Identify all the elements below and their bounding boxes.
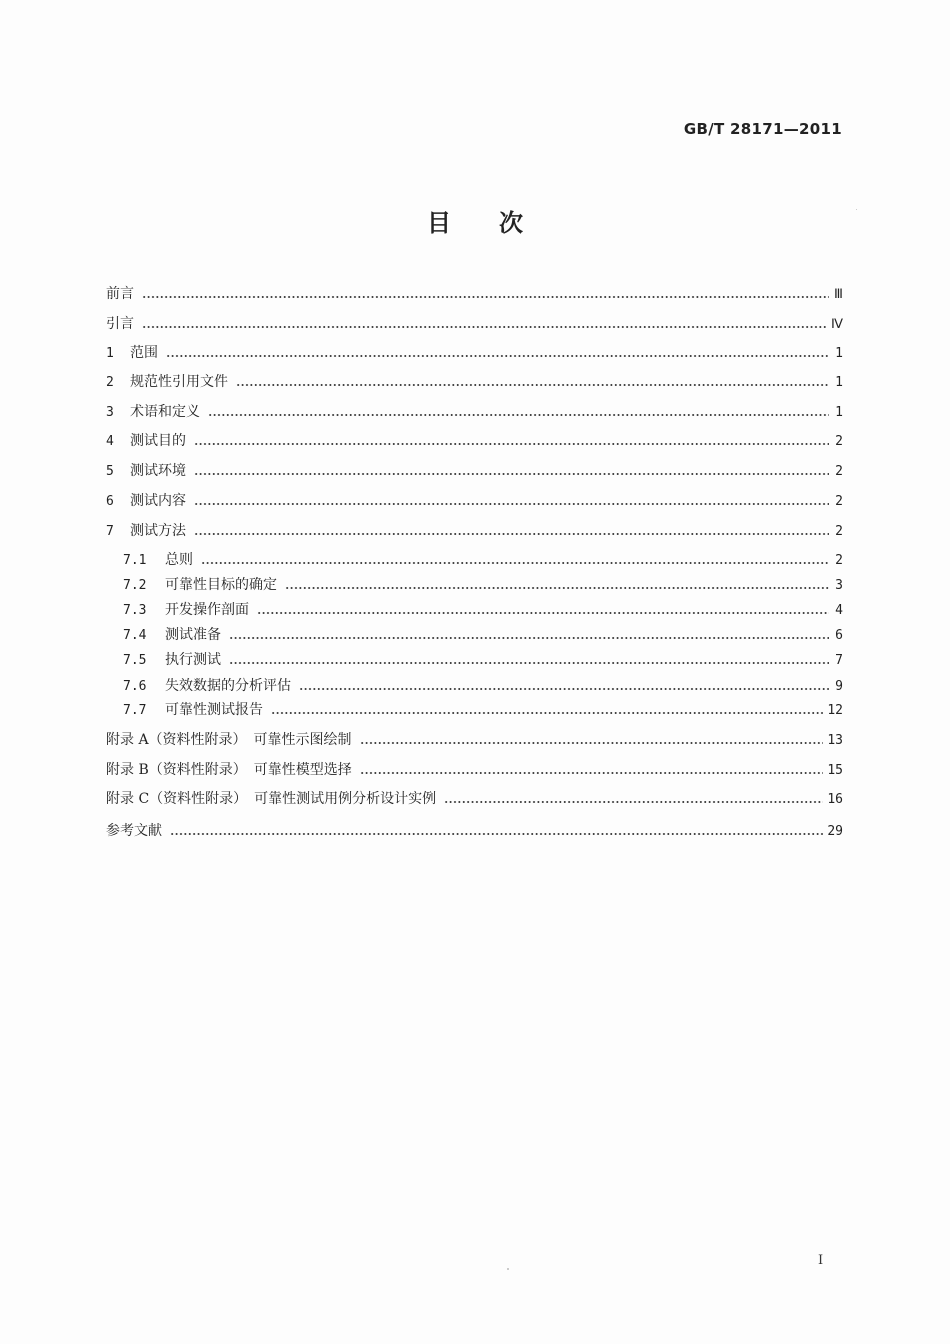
toc-entry-7-3[interactable] [123, 599, 843, 619]
toc-entry-normative-references[interactable] [106, 371, 843, 391]
footer-page-number: I [818, 1253, 824, 1268]
toc-entry-label: 附录 B（资料性附录） 可靠性模型选择 [106, 762, 352, 778]
toc-entry-number: 3 [106, 405, 114, 420]
scan-speck [856, 209, 857, 210]
toc-leader-dots [271, 700, 823, 714]
toc-leader-dots [236, 372, 829, 386]
toc-entry-number: 7.3 [123, 603, 147, 618]
toc-leader-dots [360, 760, 824, 774]
toc-entry-page: 12 [827, 703, 843, 718]
toc-entry-7-6[interactable] [123, 675, 843, 695]
standard-code: GB/T 28171—2011 [683, 120, 842, 138]
toc-leader-dots [142, 284, 829, 298]
toc-entry-label: 开发操作剖面 [165, 602, 249, 618]
toc-entry-page: 2 [835, 494, 843, 509]
toc-entry-label: 执行测试 [165, 652, 221, 668]
toc-entry-label: 规范性引用文件 [130, 374, 228, 390]
toc-entry-number: 7.4 [123, 628, 147, 643]
toc-leader-dots [229, 625, 829, 639]
toc-leader-dots [142, 314, 827, 328]
toc-entry-7-1[interactable] [123, 549, 843, 569]
toc-leader-dots [360, 730, 824, 744]
toc-leader-dots [194, 521, 829, 535]
toc-leader-dots [166, 343, 829, 357]
toc-entry-page: 2 [835, 434, 843, 449]
toc-entry-label: 范围 [130, 345, 158, 361]
toc-entry-page: 16 [827, 792, 843, 807]
toc-entry-page: 1 [835, 346, 843, 361]
toc-entry-number: 5 [106, 464, 114, 479]
toc-entry-label: 术语和定义 [130, 404, 200, 420]
toc-entry-page: 1 [835, 405, 843, 420]
toc-leader-dots [444, 789, 823, 803]
toc-entry-label: 可靠性目标的确定 [165, 577, 277, 593]
toc-entry-label: 附录 A（资料性附录） 可靠性示图绘制 [106, 732, 352, 748]
toc-entry-page: 2 [835, 553, 843, 568]
toc-entry-number: 7.2 [123, 578, 147, 593]
toc-leader-dots [194, 491, 829, 505]
scan-speck [507, 1268, 509, 1270]
toc-entry-7-5[interactable] [123, 649, 843, 669]
toc-entry-label: 测试环境 [130, 463, 186, 479]
toc-leader-dots [208, 402, 829, 416]
toc-entry-label: 测试内容 [130, 493, 186, 509]
toc-entry-label: 前言 [106, 286, 134, 302]
toc-entry-label: 总则 [165, 552, 193, 568]
toc-entry-page: 7 [835, 653, 843, 668]
toc-entry-number: 2 [106, 375, 114, 390]
toc-leader-dots [201, 550, 829, 564]
toc-entry-test-method[interactable] [106, 520, 843, 540]
toc-leader-dots [229, 650, 829, 664]
toc-entry-7-7[interactable] [123, 699, 843, 719]
toc-leader-dots [285, 575, 829, 589]
toc-entry-label: 可靠性测试报告 [165, 702, 263, 718]
toc-entry-appendix-a[interactable] [106, 729, 843, 749]
toc-entry-page: Ⅲ [834, 287, 843, 302]
toc-entry-scope[interactable] [106, 342, 843, 362]
toc-entry-number: 4 [106, 434, 114, 449]
toc-entry-page: 1 [835, 375, 843, 390]
toc-entry-page: 4 [835, 603, 843, 618]
toc-entry-label: 失效数据的分析评估 [165, 678, 291, 694]
toc-entry-test-environment[interactable] [106, 460, 843, 480]
toc-entry-number: 7.1 [123, 553, 147, 568]
toc-entry-label: 参考文献 [106, 823, 162, 839]
toc-entry-page: 6 [835, 628, 843, 643]
toc-leader-dots [257, 600, 829, 614]
toc-leader-dots [194, 431, 829, 445]
page-title: 目 次 [427, 209, 523, 237]
toc-entry-page: 13 [827, 733, 843, 748]
toc-entry-foreword[interactable] [106, 283, 843, 303]
toc-entry-appendix-b[interactable] [106, 759, 843, 779]
toc-entry-7-4[interactable] [123, 624, 843, 644]
toc-entry-number: 6 [106, 494, 114, 509]
toc-entry-page: 3 [835, 578, 843, 593]
toc-entry-terms[interactable] [106, 401, 843, 421]
toc-entry-test-content[interactable] [106, 490, 843, 510]
toc-entry-number: 7.5 [123, 653, 147, 668]
toc-leader-dots [170, 821, 823, 835]
toc-entry-appendix-c[interactable] [106, 788, 843, 808]
toc-entry-number: 7.6 [123, 679, 147, 694]
toc-entry-page: 29 [827, 824, 843, 839]
toc-entry-test-purpose[interactable] [106, 430, 843, 450]
toc-entry-page: 2 [835, 524, 843, 539]
toc-entry-number: 1 [106, 346, 114, 361]
toc-entry-label: 测试目的 [130, 433, 186, 449]
toc-entry-number: 7.7 [123, 703, 147, 718]
toc-entry-page: 9 [835, 679, 843, 694]
toc-leader-dots [194, 461, 829, 475]
toc-entry-label: 测试方法 [130, 523, 186, 539]
toc-entry-number: 7 [106, 524, 114, 539]
toc-entry-page: Ⅳ [831, 317, 843, 332]
toc-entry-page: 2 [835, 464, 843, 479]
toc-entry-introduction[interactable] [106, 313, 843, 333]
toc-entry-label: 附录 C（资料性附录） 可靠性测试用例分析设计实例 [106, 791, 437, 807]
toc-entry-label: 测试准备 [165, 627, 221, 643]
toc-leader-dots [299, 676, 829, 690]
toc-entry-page: 15 [827, 763, 843, 778]
toc-entry-label: 引言 [106, 316, 134, 332]
toc-entry-7-2[interactable] [123, 574, 843, 594]
toc-entry-bibliography[interactable] [106, 820, 843, 840]
